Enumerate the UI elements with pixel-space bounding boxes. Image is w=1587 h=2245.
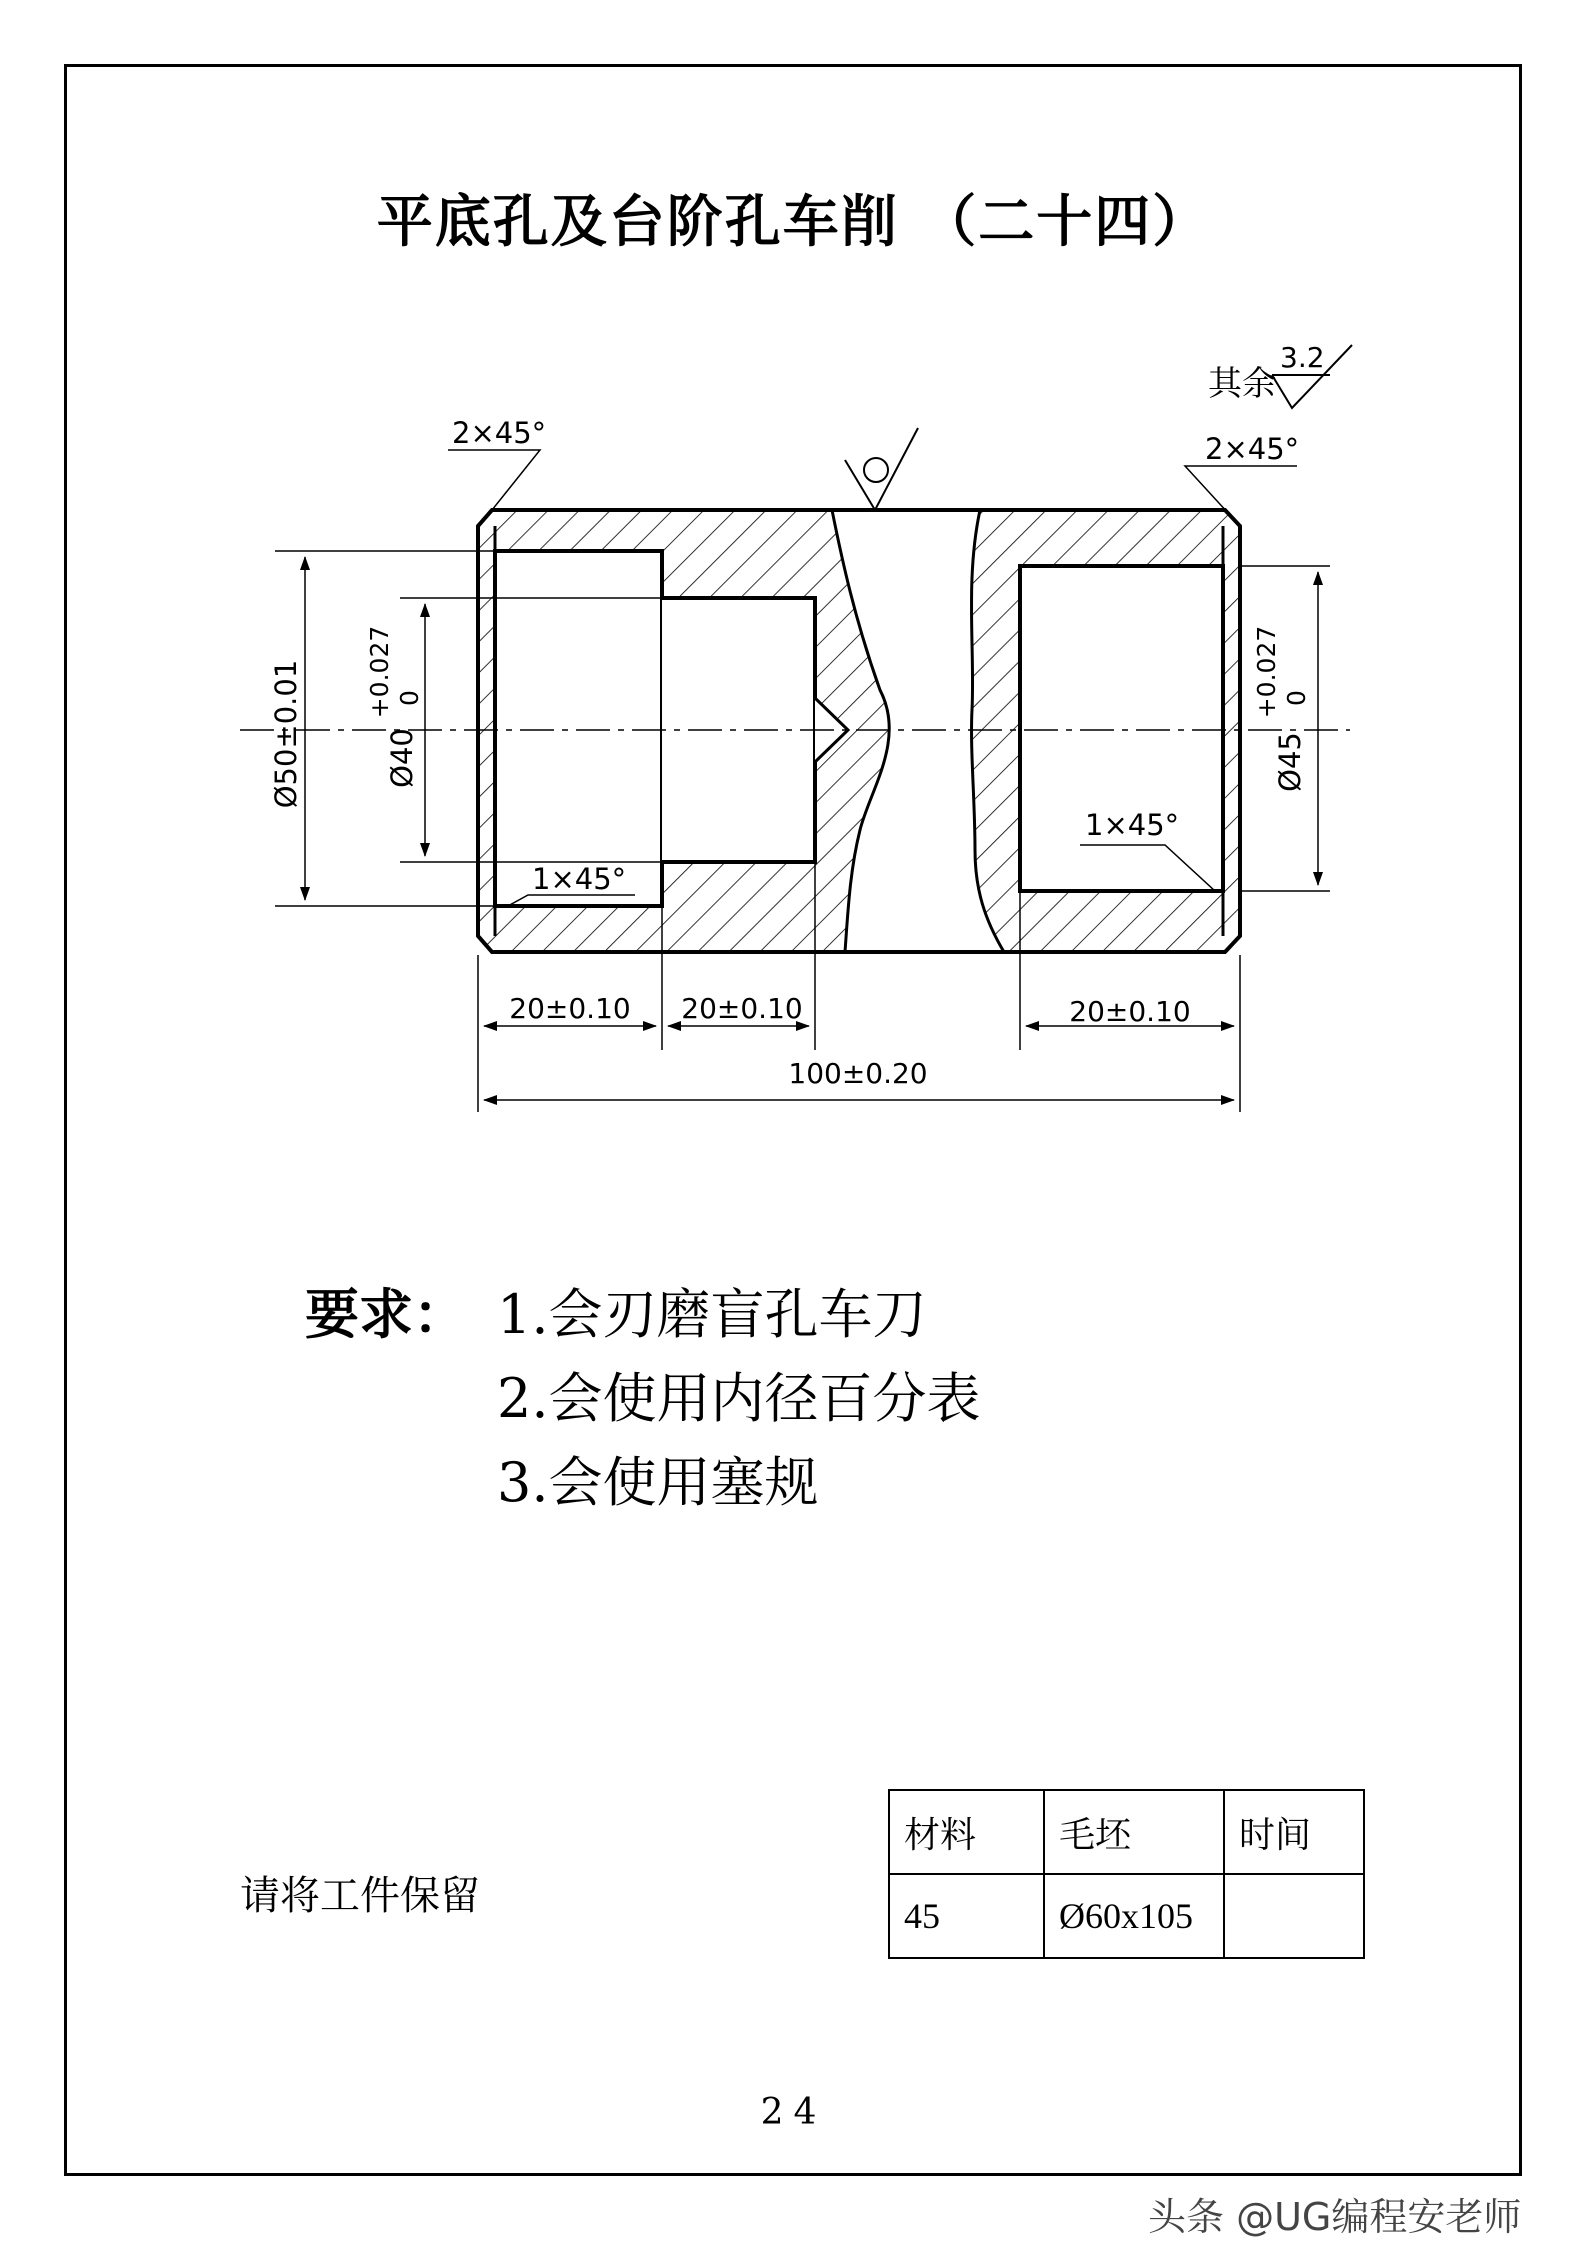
table-cell-blank: Ø60x105 xyxy=(1044,1874,1224,1958)
requirements-heading: 要求： xyxy=(305,1282,467,1346)
dim-len-right: 20±0.10 xyxy=(1069,995,1191,1028)
dim-dia-right-tol-upper: +0.027 xyxy=(1252,625,1281,719)
requirement-item: 1.会刃磨盲孔车刀 xyxy=(497,1283,927,1346)
dim-dia-outer: Ø50±0.01 xyxy=(269,659,303,809)
dim-dia-left-tol-lower: 0 xyxy=(395,690,424,706)
table-cell-time xyxy=(1224,1874,1364,1958)
dim-dia-left-tol-upper: +0.027 xyxy=(365,625,394,719)
table-cell-material: 45 xyxy=(889,1874,1044,1958)
dim-len-total: 100±0.20 xyxy=(788,1057,928,1090)
requirement-item: 3.会使用塞规 xyxy=(497,1451,819,1514)
bore-left xyxy=(495,551,662,906)
chamfer-right-inner: 1×45° xyxy=(1085,808,1180,842)
roughness-symbol-top xyxy=(845,428,918,510)
roughness-value: 3.2 xyxy=(1280,341,1325,374)
requirement-item: 2.会使用内径百分表 xyxy=(497,1367,981,1430)
page-number: 24 xyxy=(760,2092,827,2133)
dim-dia-left: Ø40 xyxy=(385,728,419,788)
chamfer-left-inner: 1×45° xyxy=(532,862,627,896)
watermark: 头条 @UG编程安老师 xyxy=(1148,2195,1522,2239)
bore-middle xyxy=(662,598,815,862)
table-row xyxy=(889,1874,1364,1958)
chamfer-right-top: 2×45° xyxy=(1205,432,1300,466)
dim-dia-right: Ø45 xyxy=(1273,732,1307,792)
table-header-material: 材料 xyxy=(889,1790,1044,1874)
table-header-row xyxy=(889,1790,1364,1874)
roughness-other-label: 其余 xyxy=(1208,364,1276,404)
leader-chamfer-left-top xyxy=(448,450,540,510)
bore-right xyxy=(1020,566,1223,891)
dim-dia-right-tol-lower: 0 xyxy=(1282,690,1311,706)
table-header-time: 时间 xyxy=(1224,1790,1364,1874)
page-title: 平底孔及台阶孔车削 （二十四） xyxy=(376,189,1211,255)
dim-len-left: 20±0.10 xyxy=(509,992,631,1025)
chamfer-left-top: 2×45° xyxy=(452,416,547,450)
keep-workpiece-note: 请将工件保留 xyxy=(240,1873,480,1919)
dim-len-mid: 20±0.10 xyxy=(681,992,803,1025)
table-header-blank: 毛坯 xyxy=(1044,1790,1224,1874)
material-info-table xyxy=(888,1789,1365,1959)
